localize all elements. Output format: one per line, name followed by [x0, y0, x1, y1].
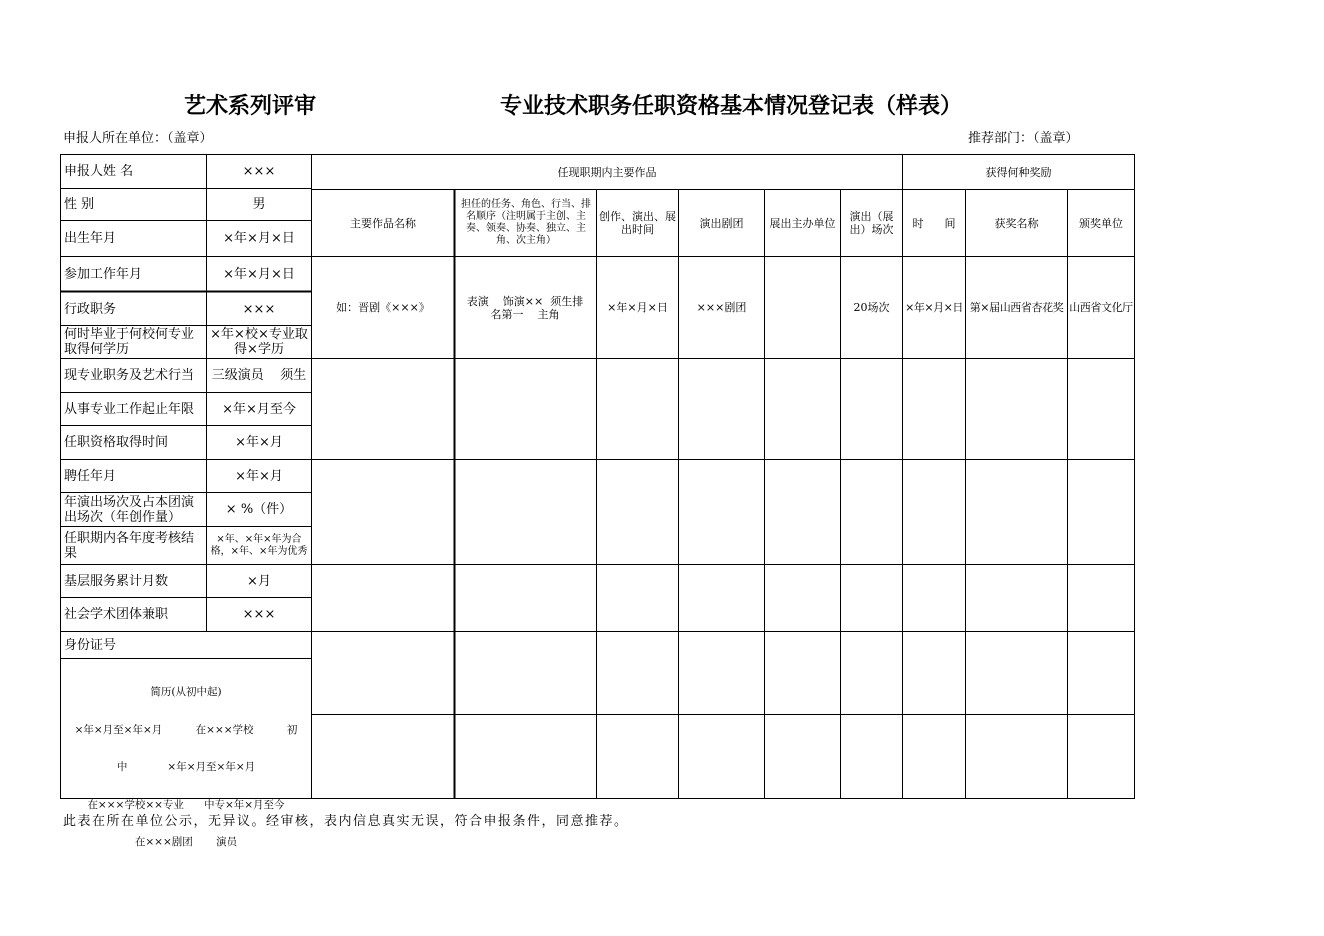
value-appointment: ×年×月	[235, 468, 283, 484]
label-work-start: 参加工作年月	[64, 266, 143, 282]
col-time: 创作、演出、展出时间	[599, 210, 676, 236]
value-performance-count: × %（件）	[225, 502, 293, 517]
example-organizer	[765, 257, 840, 358]
label-qualification-time: 任职资格取得时间	[64, 435, 169, 450]
title-series: 艺术系列评审	[184, 94, 317, 119]
value-work-years: ×年×月至今	[222, 401, 296, 417]
col-award-time: 时 间	[912, 216, 956, 230]
resume-block	[62, 661, 310, 861]
value-admin-post: ×××	[242, 301, 276, 317]
example-troupe: ×××剧团	[696, 301, 747, 314]
resume-line: 在×××学校××专业 中专×年×月至今	[87, 798, 285, 811]
value-education: ×年×校×专业取得×学历	[210, 327, 308, 357]
value-qualification-time: ×年×月	[235, 435, 283, 450]
label-grassroots-months: 基层服务累计月数	[64, 573, 169, 589]
col-organizer: 展出主办单位	[769, 216, 836, 230]
col-work-name: 主要作品名称	[350, 216, 416, 230]
value-grassroots-months: ×月	[247, 573, 271, 589]
value-gender: 男	[252, 197, 266, 212]
example-show-count: 20场次	[853, 301, 890, 314]
label-academic-society: 社会学术团体兼职	[64, 607, 169, 622]
example-role: 表演 饰演×× 须生排名第一 主角	[466, 294, 584, 321]
example-work-name: 如：晋剧《×××》	[336, 301, 430, 314]
label-work-years: 从事专业工作起止年限	[64, 401, 195, 417]
page-title: 专业技术职务任职资格基本情况登记表（样表）	[500, 94, 963, 119]
label-education: 何时毕业于何校何专业取得何学历	[64, 327, 195, 357]
value-current-post: 三级演员 须生	[211, 368, 307, 383]
value-academic-society: ×××	[242, 607, 276, 622]
label-appointment: 聘任年月	[64, 468, 117, 484]
label-gender: 性 别	[64, 197, 95, 212]
resume-title: 简历(从初中起)	[150, 686, 222, 698]
value-work-start: ×年×月×日	[223, 266, 295, 282]
example-time: ×年×月×日	[607, 301, 668, 314]
col-show-count: 演出（展出）场次	[849, 210, 894, 236]
col-award-name: 获奖名称	[994, 216, 1039, 230]
resume-line: 中 ×年×月至×年×月	[116, 761, 256, 773]
col-award-issuer: 颁奖单位	[1079, 216, 1123, 230]
label-name: 申报人姓 名	[64, 164, 134, 179]
label-performance-count: 年演出场次及占本团演出场次（年创作量）	[64, 494, 195, 525]
works-section-title: 任现职期内主要作品	[557, 165, 657, 179]
example-award-time: ×年×月×日	[905, 301, 963, 314]
dept-label: 推荐部门：（盖章）	[968, 131, 1079, 146]
label-id-number: 身份证号	[64, 637, 117, 653]
col-troupe: 演出剧团	[699, 216, 744, 230]
value-name: ×××	[242, 164, 276, 179]
resume-line: ×年×月至×年×月 在×××学校 初	[74, 723, 298, 736]
label-annual-review: 任职期内各年度考核结果	[64, 530, 195, 561]
footer-note: 此表在所在单位公示，无异议。经审核，表内信息真实无误，符合申报条件，同意推荐。	[63, 814, 629, 829]
unit-label: 申报人所在单位：（盖章）	[63, 131, 213, 146]
label-current-post: 现专业职务及艺术行当	[64, 368, 195, 383]
value-birth: ×年×月×日	[223, 231, 295, 246]
awards-section-title: 获得何种奖励	[985, 165, 1052, 179]
example-award-name: 第×届山西省杏花奖	[969, 301, 1064, 314]
col-role: 担任的任务、角色、行当、排名顺序（注明属于主创、主奏、领奏、协奏、独立、主角、次主角）	[461, 199, 591, 246]
label-admin-post: 行政职务	[64, 301, 117, 317]
example-award-issuer: 山西省文化厅	[1069, 301, 1133, 314]
value-annual-review: ×年、×年×年为合格，×年、×年为优秀	[210, 533, 308, 557]
resume-line: 在×××剧团 演员	[134, 836, 238, 848]
label-birth: 出生年月	[64, 231, 117, 246]
